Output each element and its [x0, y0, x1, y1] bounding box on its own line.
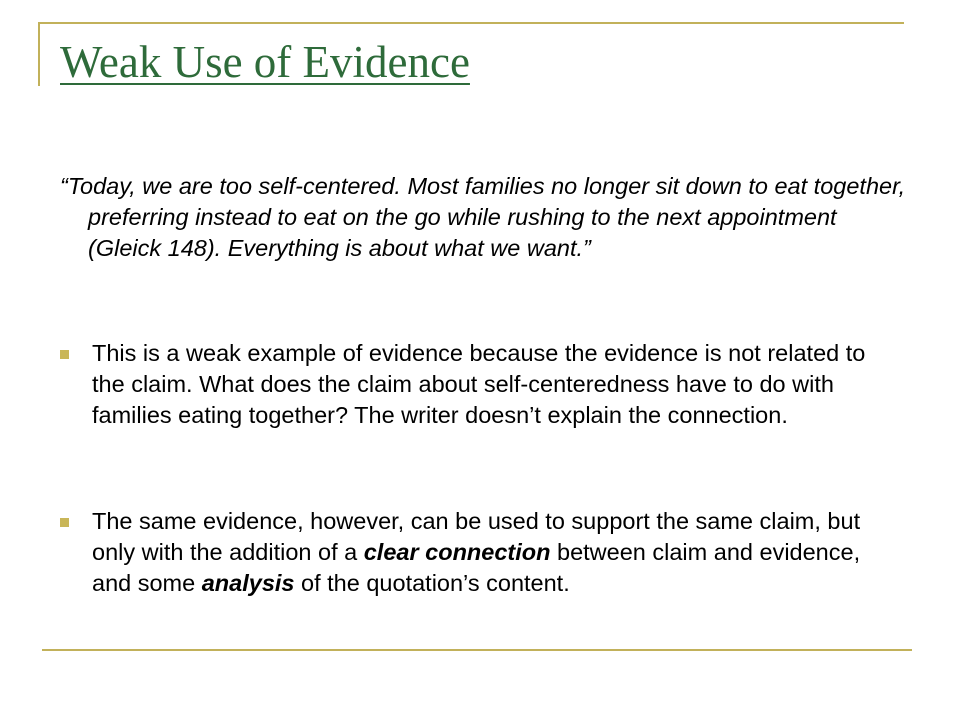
square-bullet-icon: [60, 518, 69, 527]
bullet-text: This is a weak example of evidence because the evidence is not related to the claim. What does the claim about self-centeredness have to do with families eating together? The writer doesn’t explain the connection.: [92, 340, 866, 428]
bullet-item-improvement: [60, 506, 900, 599]
bullet-text-part: of the quotation’s content.: [294, 570, 570, 596]
slide-title: Weak Use of Evidence: [60, 37, 470, 87]
top-rule: [38, 22, 904, 24]
bullet-text-part: between claim and evidence, and some: [92, 539, 861, 596]
emphasis-clear-connection: clear connection: [363, 539, 551, 565]
square-bullet-icon: [60, 350, 69, 359]
bullet-text: [92, 506, 900, 599]
left-rule: [38, 22, 40, 86]
quoted-evidence: “Today, we are too self-centered. Most families no longer sit down to eat together, preferring instead to eat on the go while rushing to the next appointment (Gleick 148). Everything is about what we want.”: [60, 173, 906, 261]
emphasis-analysis: analysis: [201, 570, 295, 596]
bullet-text-part: The same evidence, however, can be used to support the same claim, but only with the addition of a: [92, 508, 861, 565]
bullet-item-weak-example: [60, 338, 900, 431]
bottom-rule: [42, 649, 912, 651]
